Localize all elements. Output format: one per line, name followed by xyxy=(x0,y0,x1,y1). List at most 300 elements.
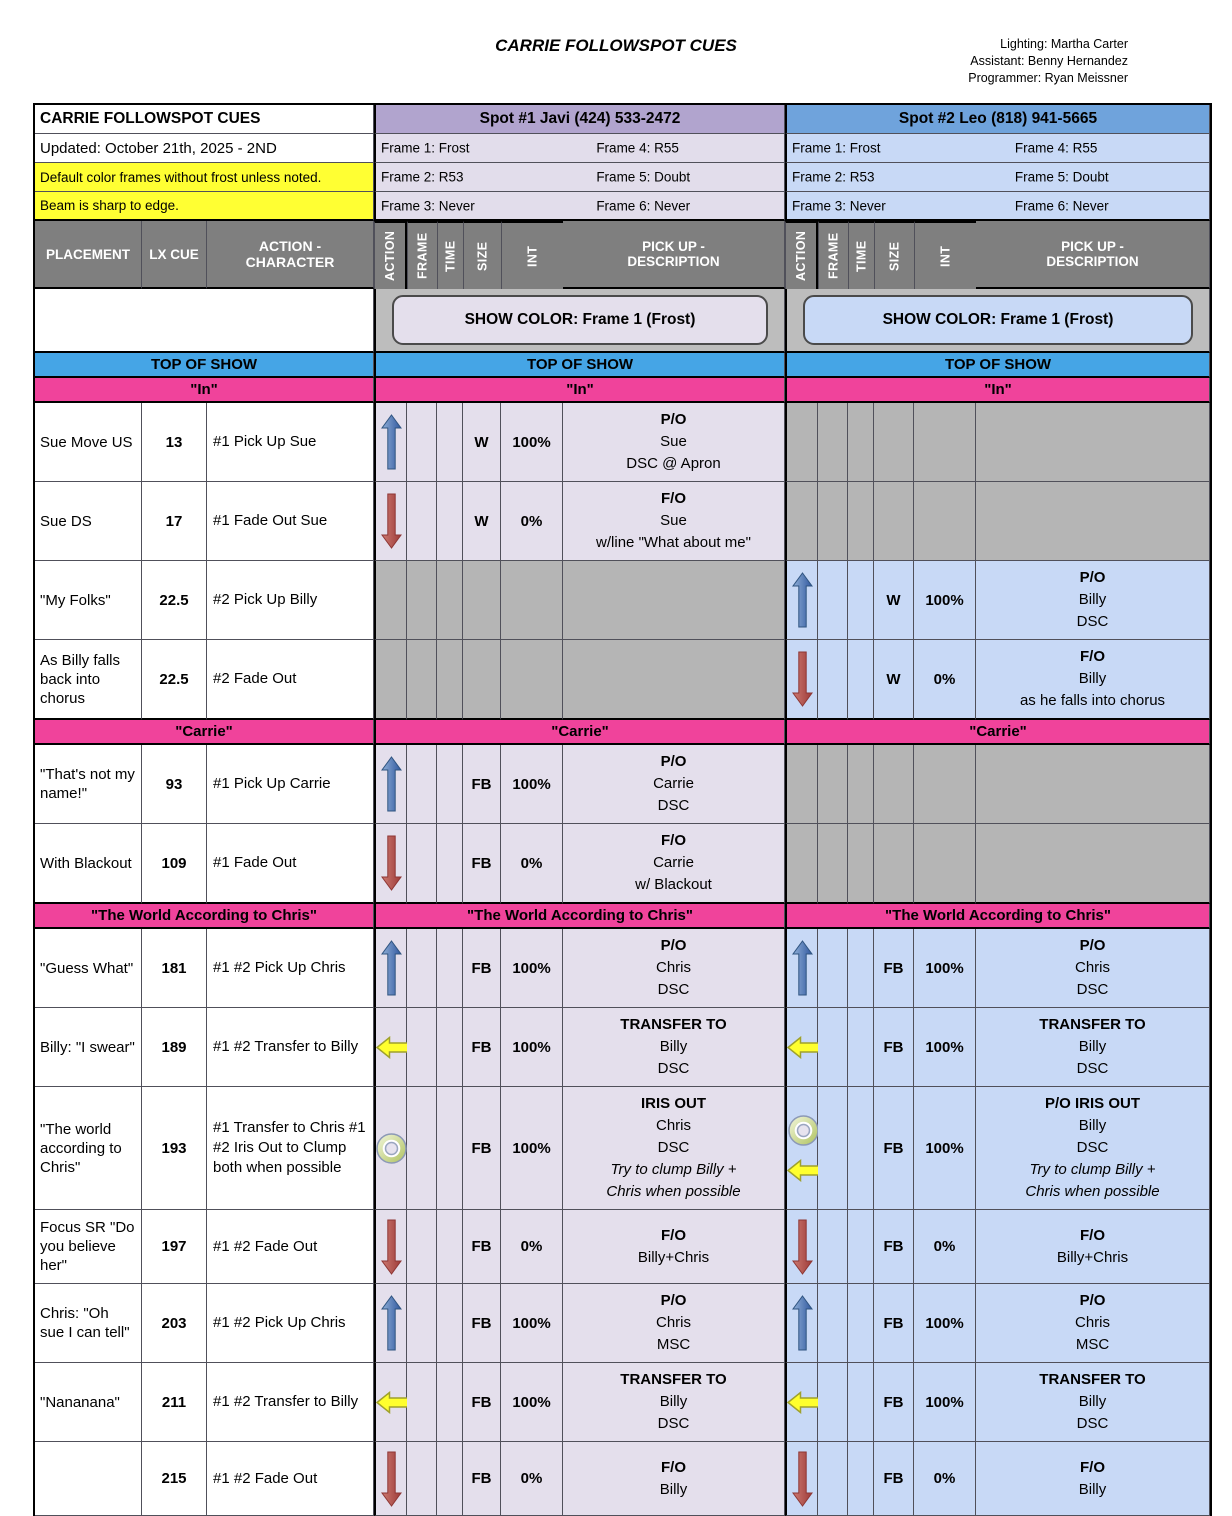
placement-cell[interactable]: As Billy falls back into chorus xyxy=(35,640,142,720)
up-arrow-icon xyxy=(381,940,402,996)
lx-cue-cell[interactable]: 22.5 xyxy=(142,561,207,640)
size-cell[interactable] xyxy=(874,745,914,824)
size-cell[interactable]: W xyxy=(463,403,501,482)
up-arrow-icon xyxy=(792,1295,813,1351)
time-cell[interactable] xyxy=(848,1442,874,1516)
action-character-cell[interactable]: #1 #2 Transfer to Billy xyxy=(207,1363,374,1442)
description-line: w/ Blackout xyxy=(635,876,712,893)
frame-cell[interactable] xyxy=(818,1363,848,1442)
time-cell[interactable] xyxy=(437,824,463,904)
cue-action-cell[interactable] xyxy=(374,561,407,640)
description-line: Billy xyxy=(1078,591,1107,608)
int-cell[interactable]: 0% xyxy=(914,1442,976,1516)
spot2-frames-row2[interactable] xyxy=(785,163,1210,192)
int-cell[interactable]: 0% xyxy=(501,1442,563,1516)
int-cell[interactable]: 0% xyxy=(914,1210,976,1284)
description-line: DSC xyxy=(1076,1060,1109,1077)
description-cell[interactable] xyxy=(976,1008,1210,1087)
lx-cue-cell[interactable]: 13 xyxy=(142,403,207,482)
size-cell[interactable]: W xyxy=(463,482,501,561)
description-cell[interactable] xyxy=(976,561,1210,640)
size-cell[interactable]: FB xyxy=(874,1210,914,1284)
section-band[interactable]: "Carrie" xyxy=(35,720,374,745)
time-cell[interactable] xyxy=(437,745,463,824)
description-line: as he falls into chorus xyxy=(1019,692,1166,709)
description-cell[interactable] xyxy=(976,1284,1210,1363)
time-cell[interactable] xyxy=(848,929,874,1008)
spot1-frame1: Frame 1: Frost xyxy=(381,140,470,156)
description-cell[interactable] xyxy=(563,640,785,720)
description-line: F/O xyxy=(661,1226,686,1244)
placement-cell[interactable] xyxy=(35,1442,142,1516)
cue-action-cell[interactable] xyxy=(374,745,407,824)
description-cell[interactable] xyxy=(563,1087,785,1210)
cue-action-cell[interactable] xyxy=(374,1087,407,1210)
col-header-time-s2[interactable]: TIME xyxy=(848,221,874,289)
time-cell[interactable] xyxy=(848,1363,874,1442)
size-cell[interactable] xyxy=(874,482,914,561)
lx-cue-cell[interactable]: 22.5 xyxy=(142,640,207,720)
description-cell[interactable] xyxy=(563,824,785,904)
int-cell[interactable]: 0% xyxy=(501,482,563,561)
time-cell[interactable] xyxy=(437,640,463,720)
col-header-pickup-s2-label: PICK UP - DESCRIPTION xyxy=(1046,239,1139,269)
frame-cell[interactable] xyxy=(818,1008,848,1087)
time-cell[interactable] xyxy=(848,1087,874,1210)
description-line: Try to clump Billy + xyxy=(1029,1161,1156,1178)
description-cell[interactable] xyxy=(976,745,1210,824)
size-cell[interactable]: FB xyxy=(874,929,914,1008)
spot1-frame3: Frame 3: Never xyxy=(381,198,475,213)
col-header-int-s2[interactable]: INT xyxy=(914,221,976,289)
lx-cue-cell[interactable]: 197 xyxy=(142,1210,207,1284)
cue-action-cell[interactable] xyxy=(785,745,818,824)
frame-cell[interactable] xyxy=(818,640,848,720)
spot2-show-color-cell[interactable] xyxy=(785,289,1210,353)
frame-cell[interactable] xyxy=(818,403,848,482)
section-band[interactable]: TOP OF SHOW xyxy=(785,353,1210,378)
cue-action-cell[interactable] xyxy=(785,929,818,1008)
spot2-frames-row1[interactable] xyxy=(785,134,1210,163)
frame-cell[interactable] xyxy=(407,1210,437,1284)
frame-cell[interactable] xyxy=(818,1442,848,1516)
frame-cell[interactable] xyxy=(407,640,437,720)
page-title: CARRIE FOLLOWSPOT CUES xyxy=(495,36,737,55)
description-line: P/O xyxy=(660,411,687,428)
cue-action-cell[interactable] xyxy=(785,1284,818,1363)
col-header-placement[interactable]: PLACEMENT xyxy=(35,221,142,289)
note-frames-cell[interactable]: Default color frames without frost unless noted. xyxy=(35,163,374,192)
cue-action-cell[interactable] xyxy=(374,1442,407,1516)
size-cell[interactable]: FB xyxy=(463,1210,501,1284)
action-character-cell[interactable]: #1 #2 Transfer to Billy xyxy=(207,1008,374,1087)
size-cell[interactable]: FB xyxy=(463,1363,501,1442)
placement-cell[interactable]: Sue Move US xyxy=(35,403,142,482)
cue-action-cell[interactable] xyxy=(374,640,407,720)
spot1-frame5: Frame 5: Doubt xyxy=(596,169,691,185)
description-line: Chris when possible xyxy=(1025,1183,1160,1200)
description-line: Billy xyxy=(659,1038,688,1055)
section-band[interactable]: "In" xyxy=(35,378,374,403)
description-line: Chris xyxy=(655,959,691,976)
int-cell[interactable]: 0% xyxy=(501,824,563,904)
description-line: P/O xyxy=(1079,569,1106,586)
cue-action-cell[interactable] xyxy=(785,1442,818,1516)
description-line: F/O xyxy=(661,490,686,507)
description-line: Sue xyxy=(660,512,687,529)
description-cell[interactable] xyxy=(563,1210,785,1284)
sheet-title-cell[interactable]: CARRIE FOLLOWSPOT CUES xyxy=(35,105,374,134)
credits-block xyxy=(968,36,1128,87)
spot2-frame3: Frame 3: Never xyxy=(792,198,886,213)
col-header-action-s1[interactable]: ACTION xyxy=(374,221,407,289)
description-cell[interactable] xyxy=(976,1442,1210,1516)
description-line: Chris xyxy=(1074,1314,1110,1331)
frame-cell[interactable] xyxy=(407,403,437,482)
int-cell[interactable]: 100% xyxy=(914,1284,976,1363)
description-line: Chris when possible xyxy=(606,1183,741,1200)
action-character-cell[interactable]: #1 #2 Fade Out xyxy=(207,1442,374,1516)
description-line: DSC xyxy=(1076,981,1109,998)
section-band[interactable]: "In" xyxy=(374,378,785,403)
time-cell[interactable] xyxy=(848,403,874,482)
col-header-action-character[interactable] xyxy=(207,221,374,289)
time-cell[interactable] xyxy=(848,745,874,824)
size-cell[interactable]: FB xyxy=(463,1284,501,1363)
section-band[interactable]: "In" xyxy=(785,378,1210,403)
cue-action-cell[interactable] xyxy=(374,1284,407,1363)
int-cell[interactable]: 100% xyxy=(501,745,563,824)
down-arrow-icon xyxy=(381,835,402,891)
size-cell[interactable]: FB xyxy=(463,824,501,904)
description-line: DSC xyxy=(657,1415,690,1432)
size-cell[interactable] xyxy=(463,561,501,640)
note-beam-cell[interactable]: Beam is sharp to edge. xyxy=(35,192,374,221)
frame-cell[interactable] xyxy=(407,561,437,640)
frame-cell[interactable] xyxy=(407,482,437,561)
description-line: MSC xyxy=(656,1336,691,1353)
time-cell[interactable] xyxy=(848,824,874,904)
size-cell[interactable] xyxy=(874,403,914,482)
lx-cue-cell[interactable]: 211 xyxy=(142,1363,207,1442)
int-cell[interactable]: 100% xyxy=(501,403,563,482)
cue-action-cell[interactable] xyxy=(374,929,407,1008)
action-character-cell[interactable]: #2 Fade Out xyxy=(207,640,374,720)
time-cell[interactable] xyxy=(437,1284,463,1363)
lx-cue-cell[interactable]: 215 xyxy=(142,1442,207,1516)
size-cell[interactable] xyxy=(463,640,501,720)
section-band[interactable]: "The World According to Chris" xyxy=(785,904,1210,929)
time-cell[interactable] xyxy=(848,482,874,561)
size-cell[interactable]: FB xyxy=(874,1008,914,1087)
placement-cell[interactable]: "My Folks" xyxy=(35,561,142,640)
col-header-pickup-s2[interactable] xyxy=(976,221,1210,289)
size-cell[interactable]: W xyxy=(874,640,914,720)
action-character-cell[interactable]: #1 Fade Out Sue xyxy=(207,482,374,561)
frame-cell[interactable] xyxy=(407,1284,437,1363)
description-line: Billy xyxy=(1078,1393,1107,1410)
description-line: P/O xyxy=(1079,937,1106,954)
description-cell[interactable] xyxy=(563,482,785,561)
placement-cell[interactable]: With Blackout xyxy=(35,824,142,904)
spot1-show-color-box: SHOW COLOR: Frame 1 (Frost) xyxy=(392,295,768,345)
int-cell[interactable]: 0% xyxy=(914,640,976,720)
cue-action-cell[interactable] xyxy=(785,1210,818,1284)
int-cell[interactable]: 100% xyxy=(914,929,976,1008)
lx-cue-cell[interactable]: 17 xyxy=(142,482,207,561)
int-cell[interactable]: 0% xyxy=(501,1210,563,1284)
time-cell[interactable] xyxy=(437,1210,463,1284)
frame-cell[interactable] xyxy=(818,561,848,640)
time-cell[interactable] xyxy=(848,1008,874,1087)
size-cell[interactable]: FB xyxy=(874,1284,914,1363)
lx-cue-cell[interactable]: 189 xyxy=(142,1008,207,1087)
section-band[interactable]: "The World According to Chris" xyxy=(374,904,785,929)
cue-action-cell[interactable] xyxy=(785,1008,818,1087)
description-cell[interactable] xyxy=(976,1210,1210,1284)
frame-cell[interactable] xyxy=(407,1442,437,1516)
description-line: TRANSFER TO xyxy=(1039,1371,1146,1388)
size-cell[interactable]: FB xyxy=(874,1087,914,1210)
section-band[interactable]: "Carrie" xyxy=(785,720,1210,745)
size-cell[interactable]: FB xyxy=(463,1008,501,1087)
description-line: DSC xyxy=(1076,1139,1109,1156)
section-band[interactable]: "The World According to Chris" xyxy=(35,904,374,929)
cue-action-cell[interactable] xyxy=(374,1363,407,1442)
description-cell[interactable] xyxy=(976,482,1210,561)
placement-cell[interactable]: Billy: "I swear" xyxy=(35,1008,142,1087)
size-cell[interactable]: FB xyxy=(463,929,501,1008)
description-line: w/line "What about me" xyxy=(596,534,751,551)
lx-cue-cell[interactable]: 203 xyxy=(142,1284,207,1363)
time-cell[interactable] xyxy=(437,1008,463,1087)
description-cell[interactable] xyxy=(976,929,1210,1008)
description-cell[interactable] xyxy=(976,403,1210,482)
description-line: P/O xyxy=(660,753,687,770)
time-cell[interactable] xyxy=(437,1442,463,1516)
cue-action-cell[interactable] xyxy=(374,403,407,482)
placement-cell[interactable]: "The world according to Chris" xyxy=(35,1087,142,1210)
cue-action-cell[interactable] xyxy=(374,1210,407,1284)
description-cell[interactable] xyxy=(563,1284,785,1363)
up-arrow-icon xyxy=(792,940,813,996)
int-cell[interactable]: 100% xyxy=(501,1008,563,1087)
spot1-show-color-cell[interactable] xyxy=(374,289,785,353)
action-character-cell[interactable]: #1 Pick Up Sue xyxy=(207,403,374,482)
lx-cue-cell[interactable]: 181 xyxy=(142,929,207,1008)
description-line: DSC xyxy=(1076,1415,1109,1432)
cue-action-cell[interactable] xyxy=(785,640,818,720)
size-cell[interactable]: FB xyxy=(463,1442,501,1516)
show-color-left-blank[interactable] xyxy=(35,289,374,353)
action-character-cell[interactable]: #2 Pick Up Billy xyxy=(207,561,374,640)
description-cell[interactable] xyxy=(563,561,785,640)
size-cell[interactable]: FB xyxy=(874,1363,914,1442)
int-cell[interactable]: 100% xyxy=(501,929,563,1008)
spot2-frames-row3[interactable] xyxy=(785,192,1210,221)
up-arrow-icon xyxy=(381,414,402,470)
description-line: Chris xyxy=(655,1117,691,1134)
spot1-header-cell[interactable]: Spot #1 Javi (424) 533-2472 xyxy=(374,105,785,134)
down-arrow-icon xyxy=(792,1451,813,1507)
time-cell[interactable] xyxy=(437,929,463,1008)
spot2-frame5: Frame 5: Doubt xyxy=(1014,169,1109,185)
spot1-frames-row1[interactable] xyxy=(374,134,785,163)
int-cell[interactable]: 100% xyxy=(914,1363,976,1442)
section-band[interactable]: "Carrie" xyxy=(374,720,785,745)
int-cell[interactable]: 100% xyxy=(914,1087,976,1210)
spot2-frame1: Frame 1: Frost xyxy=(792,140,881,156)
action-character-cell[interactable]: #1 Fade Out xyxy=(207,824,374,904)
action-character-cell[interactable]: #1 #2 Pick Up Chris xyxy=(207,1284,374,1363)
frame-cell[interactable] xyxy=(818,929,848,1008)
col-header-pickup-s1[interactable] xyxy=(563,221,785,289)
section-band[interactable]: TOP OF SHOW xyxy=(374,353,785,378)
description-cell[interactable] xyxy=(976,1363,1210,1442)
spot2-frame6: Frame 6: Never xyxy=(1014,198,1109,213)
down-arrow-icon xyxy=(792,651,813,707)
int-cell[interactable] xyxy=(914,745,976,824)
placement-cell[interactable]: Sue DS xyxy=(35,482,142,561)
placement-cell[interactable]: Chris: "Oh sue I can tell" xyxy=(35,1284,142,1363)
section-band[interactable]: TOP OF SHOW xyxy=(35,353,374,378)
credit-assistant: Assistant: Benny Hernandez xyxy=(970,54,1128,68)
col-header-size-s1[interactable]: SIZE xyxy=(463,221,501,289)
int-cell[interactable] xyxy=(501,640,563,720)
down-arrow-icon xyxy=(381,1219,402,1275)
action-character-cell[interactable]: #1 #2 Pick Up Chris xyxy=(207,929,374,1008)
time-cell[interactable] xyxy=(437,561,463,640)
frame-cell[interactable] xyxy=(818,482,848,561)
description-line: DSC xyxy=(657,797,690,814)
frame-cell[interactable] xyxy=(407,824,437,904)
description-cell[interactable] xyxy=(976,640,1210,720)
frame-cell[interactable] xyxy=(818,824,848,904)
frame-cell[interactable] xyxy=(818,1284,848,1363)
time-cell[interactable] xyxy=(848,1284,874,1363)
frame-cell[interactable] xyxy=(407,1008,437,1087)
spot1-frame2: Frame 2: R53 xyxy=(381,169,464,185)
time-cell[interactable] xyxy=(437,1087,463,1210)
cue-action-cell[interactable] xyxy=(785,482,818,561)
action-character-cell[interactable]: #1 Transfer to Chris #1 #2 Iris Out to Clump both when possible xyxy=(207,1087,374,1210)
size-cell[interactable]: FB xyxy=(874,1442,914,1516)
cue-action-cell[interactable] xyxy=(785,403,818,482)
lx-cue-cell[interactable]: 93 xyxy=(142,745,207,824)
size-cell[interactable]: FB xyxy=(463,745,501,824)
iris-icon xyxy=(787,1114,820,1147)
description-line: Billy+Chris xyxy=(1056,1248,1129,1266)
time-cell[interactable] xyxy=(437,1363,463,1442)
frame-cell[interactable] xyxy=(407,1363,437,1442)
lx-cue-cell[interactable]: 109 xyxy=(142,824,207,904)
description-line: Billy xyxy=(1078,670,1107,687)
placement-cell[interactable]: "Nananana" xyxy=(35,1363,142,1442)
description-cell[interactable] xyxy=(563,929,785,1008)
spot2-frame4: Frame 4: R55 xyxy=(1014,140,1098,156)
spot1-frames-row2[interactable] xyxy=(374,163,785,192)
cue-action-cell[interactable] xyxy=(374,482,407,561)
description-line: Billy xyxy=(1078,1038,1107,1055)
int-cell[interactable] xyxy=(914,403,976,482)
col-header-frame-s1[interactable]: FRAME xyxy=(407,221,437,289)
size-cell[interactable] xyxy=(874,824,914,904)
up-arrow-icon xyxy=(381,1295,402,1351)
cue-action-cell[interactable] xyxy=(374,1008,407,1087)
spot2-header-cell[interactable]: Spot #2 Leo (818) 941-5665 xyxy=(785,105,1210,134)
frame-cell[interactable] xyxy=(818,1087,848,1210)
int-cell[interactable] xyxy=(501,561,563,640)
frame-cell[interactable] xyxy=(407,929,437,1008)
time-cell[interactable] xyxy=(848,561,874,640)
description-cell[interactable] xyxy=(563,745,785,824)
col-header-frame-s2[interactable]: FRAME xyxy=(818,221,848,289)
int-cell[interactable] xyxy=(914,824,976,904)
description-line: F/O xyxy=(661,832,686,849)
int-cell[interactable]: 100% xyxy=(501,1284,563,1363)
description-cell[interactable] xyxy=(976,1087,1210,1210)
int-cell[interactable]: 100% xyxy=(914,1008,976,1087)
description-line: P/O xyxy=(660,937,687,954)
frame-cell[interactable] xyxy=(407,1087,437,1210)
col-header-lx-cue[interactable]: LX CUE xyxy=(142,221,207,289)
placement-cell[interactable]: Focus SR "Do you believe her" xyxy=(35,1210,142,1284)
description-cell[interactable] xyxy=(976,824,1210,904)
action-character-cell[interactable]: #1 #2 Fade Out xyxy=(207,1210,374,1284)
col-header-action-s2[interactable]: ACTION xyxy=(785,221,818,289)
frame-cell[interactable] xyxy=(818,745,848,824)
placement-cell[interactable]: "That's not my name!" xyxy=(35,745,142,824)
cue-action-cell[interactable] xyxy=(785,1087,818,1210)
col-header-int-s1[interactable]: INT xyxy=(501,221,563,289)
lx-cue-cell[interactable]: 193 xyxy=(142,1087,207,1210)
placement-cell[interactable]: "Guess What" xyxy=(35,929,142,1008)
description-cell[interactable] xyxy=(563,1442,785,1516)
description-cell[interactable] xyxy=(563,1008,785,1087)
time-cell[interactable] xyxy=(848,1210,874,1284)
description-line: F/O xyxy=(1080,648,1105,665)
description-line: DSC xyxy=(657,1060,690,1077)
int-cell[interactable] xyxy=(914,482,976,561)
col-header-size-s2[interactable]: SIZE xyxy=(874,221,914,289)
size-cell[interactable]: W xyxy=(874,561,914,640)
int-cell[interactable]: 100% xyxy=(501,1363,563,1442)
spot1-frames-row3[interactable] xyxy=(374,192,785,221)
description-line: Billy xyxy=(1078,1480,1107,1498)
time-cell[interactable] xyxy=(848,640,874,720)
frame-cell[interactable] xyxy=(818,1210,848,1284)
cue-action-cell[interactable] xyxy=(785,824,818,904)
cue-action-cell[interactable] xyxy=(374,824,407,904)
description-line: Try to clump Billy + xyxy=(610,1161,737,1178)
frame-cell[interactable] xyxy=(407,745,437,824)
col-header-time-s1[interactable]: TIME xyxy=(437,221,463,289)
cue-action-cell[interactable] xyxy=(785,561,818,640)
description-cell[interactable] xyxy=(563,1363,785,1442)
time-cell[interactable] xyxy=(437,482,463,561)
description-cell[interactable] xyxy=(563,403,785,482)
action-character-cell[interactable]: #1 Pick Up Carrie xyxy=(207,745,374,824)
int-cell[interactable]: 100% xyxy=(914,561,976,640)
time-cell[interactable] xyxy=(437,403,463,482)
size-cell[interactable]: FB xyxy=(463,1087,501,1210)
description-line: TRANSFER TO xyxy=(620,1371,727,1388)
down-arrow-icon xyxy=(792,1219,813,1275)
updated-cell[interactable]: Updated: October 21th, 2025 - 2ND xyxy=(35,134,374,163)
int-cell[interactable]: 100% xyxy=(501,1087,563,1210)
description-line: F/O xyxy=(661,1458,686,1476)
cue-action-cell[interactable] xyxy=(785,1363,818,1442)
